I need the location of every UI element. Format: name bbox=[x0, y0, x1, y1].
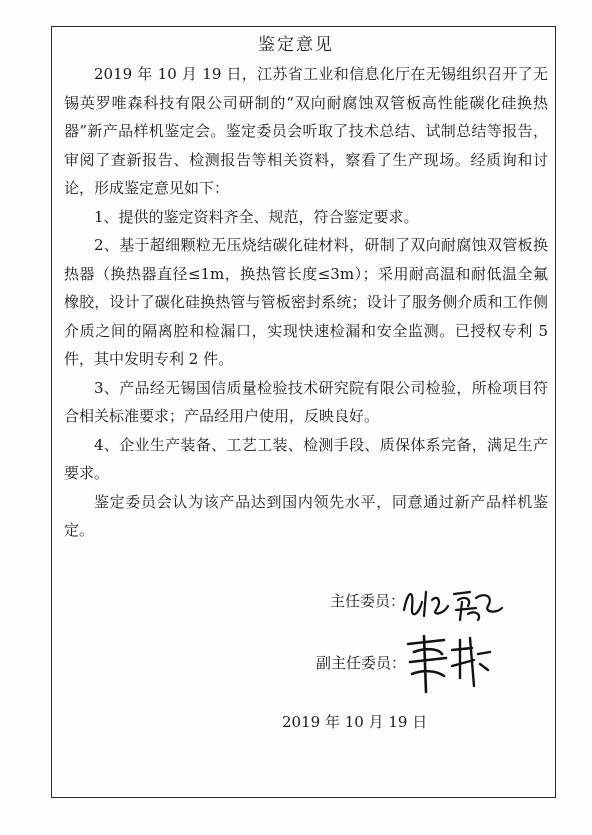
paragraph-item-2: 2、基于超细颗粒无压烧结碳化硅材料，研制了双向耐腐蚀双管板换热器（换热器直径≤1m，换热管长度≤3m）；采用耐高温和耐低温全氟橡胶，设计了碳化硅换热管与管板密封系统；设计了服务侧介质和工作侧介质之间的隔离腔和检漏口，实现快速检漏和安全监测。已授权专利 5 件，其中发明专利 2 件。 bbox=[64, 236, 548, 368]
vice-chair-label: 副主任委员： bbox=[316, 654, 407, 672]
vice-chair-signature bbox=[394, 630, 494, 698]
paragraph-item-4: 4、企业生产装备、工艺工装、检测手段、质保体系完备，满足生产要求。 bbox=[64, 435, 548, 482]
chair-signature bbox=[398, 580, 508, 626]
paragraph-conclusion: 鉴定委员会认为该产品达到国内领先水平，同意通过新产品样机鉴定。 bbox=[64, 492, 548, 539]
paragraph-item-3: 3、产品经无锡国信质量检验技术研究院有限公司检验，所检项目符合相关标准要求；产品经用户使用，反映良好。 bbox=[64, 378, 548, 425]
document-body bbox=[64, 60, 548, 545]
paragraph-intro: 2019 年 10 月 19 日，江苏省工业和信息化厅在无锡组织召开了无锡英罗唯森科技有限公司研制的“双向耐腐蚀双管板高性能碳化硅换热器”新产品样机鉴定会。鉴定委员会听取了技术总结、试制总结等报告，审阅了查新报告、检测报告等相关资料，察看了生产现场。经质询和讨论，形成鉴定意见如下： bbox=[64, 65, 548, 197]
chair-label: 主任委员： bbox=[330, 592, 406, 610]
document-date: 2019 年 10 月 19 日 bbox=[282, 713, 428, 731]
document-title: 鉴定意见 bbox=[258, 35, 334, 55]
paragraph-item-1: 1、提供的鉴定资料齐全、规范，符合鉴定要求。 bbox=[94, 207, 419, 226]
